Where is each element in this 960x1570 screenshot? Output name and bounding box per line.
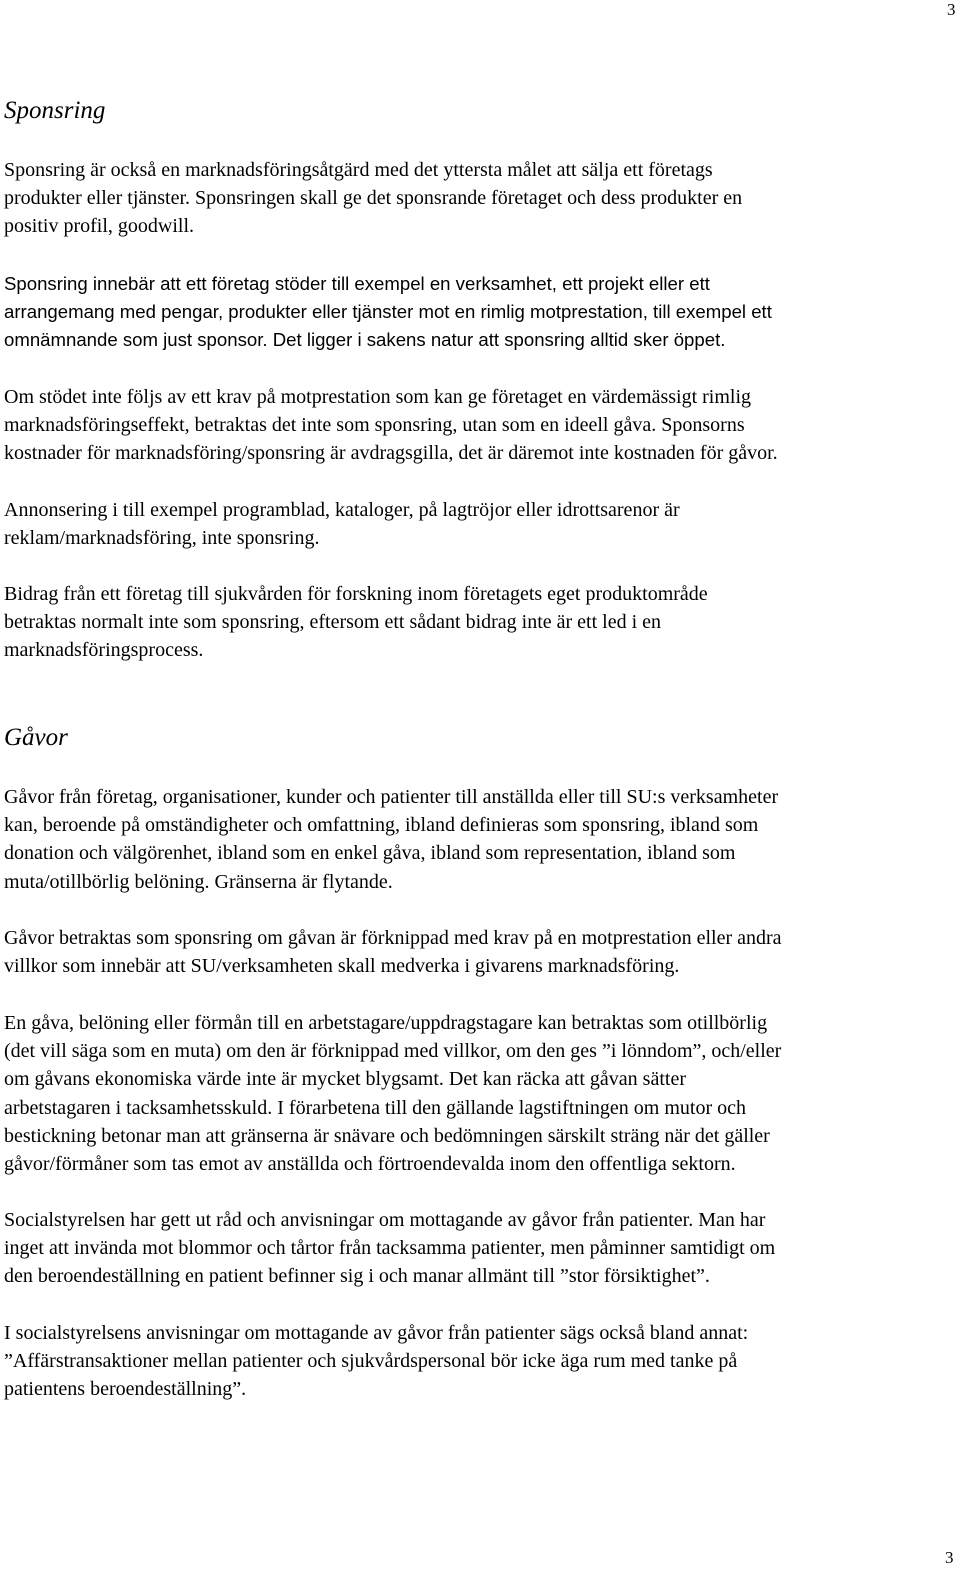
page-number-top: 3 <box>947 0 956 19</box>
paragraph: En gåva, belöning eller förmån till en arbetstagare/uppdragstagare kan betraktas som otillbörlig (det vill säga som en muta) om den är förknippad med villkor, om den ges ”i lönndom”, och/eller om gåvans ekonomiska värde inte är mycket blygsamt. Det kan räcka att gåvan sätter arbetstagaren i tacksamhetsskuld. I förarbetena till den gällande lagstiftningen om mutor och bestickning betonar man att gränserna är snävare och bedömningen särskilt sträng när det gäller gåvor/förmåner som tas emot av anställda och förtroendevalda inom den offentliga sektorn. <box>4 1012 782 1176</box>
paragraph: I socialstyrelsens anvisningar om mottagande av gåvor från patienter sägs också bland annat: ”Affärstransaktioner mellan patienter och sjukvårdspersonal bör icke äga rum med tanke på patientens beroendeställning”. <box>4 1322 749 1401</box>
paragraph: Annonsering i till exempel programblad, kataloger, på lagtröjor eller idrottsarenor är reklam/marknadsföring, inte sponsring. <box>4 499 680 550</box>
page-number-bottom: 3 <box>945 1548 954 1567</box>
heading-gavor: Gåvor <box>4 724 68 751</box>
paragraph: Gåvor betraktas som sponsring om gåvan är förknippad med krav på en motprestation eller andra villkor som innebär att SU/verksamheten skall medverka i givarens marknadsföring. <box>4 927 782 978</box>
heading-sponsring: Sponsring <box>4 97 106 124</box>
paragraph: Sponsring innebär att ett företag stöder till exempel en verksamhet, ett projekt eller ett arrangemang med pengar, produkter eller tjänster mot en rimlig motprestation, till exempel ett omnämnande som just sponsor. Det ligger i sakens natur att sponsring alltid sker öppet. <box>4 273 772 351</box>
paragraph: Gåvor från företag, organisationer, kunder och patienter till anställda eller till SU:s verksamheter kan, beroende på omständigheter och omfattning, ibland definieras som sponsring, ibland som donation och välgörenhet, ibland som en enkel gåva, ibland som representation, ibland som muta/otillbörlig belöning. Gränserna är flytande. <box>4 786 779 893</box>
paragraph: Socialstyrelsen har gett ut råd och anvisningar om mottagande av gåvor från patienter. Man har inget att invända mot blommor och tårtor från tacksamma patienter, men påminner samtidigt om den beroendeställning en patient befinner sig i och manar allmänt till ”stor försiktighet”. <box>4 1209 776 1288</box>
paragraph: Sponsring är också en marknadsföringsåtgärd med det yttersta målet att sälja ett företags produkter eller tjänster. Sponsringen skall ge det sponsrande företaget och dess produkter en positiv profil, goodwill. <box>4 159 743 238</box>
paragraph: Om stödet inte följs av ett krav på motprestation som kan ge företaget en värdemässigt rimlig marknadsföringseffekt, betraktas det inte som sponsring, utan som en ideell gåva. Sponsorns kostnader för marknadsföring/sponsring är avdragsgilla, det är däremot inte kostnaden för gåvor. <box>4 386 778 465</box>
paragraph: Bidrag från ett företag till sjukvården för forskning inom företagets eget produktområde betraktas normalt inte som sponsring, eftersom ett sådant bidrag inte är ett led i en marknadsföringsprocess. <box>4 583 708 662</box>
